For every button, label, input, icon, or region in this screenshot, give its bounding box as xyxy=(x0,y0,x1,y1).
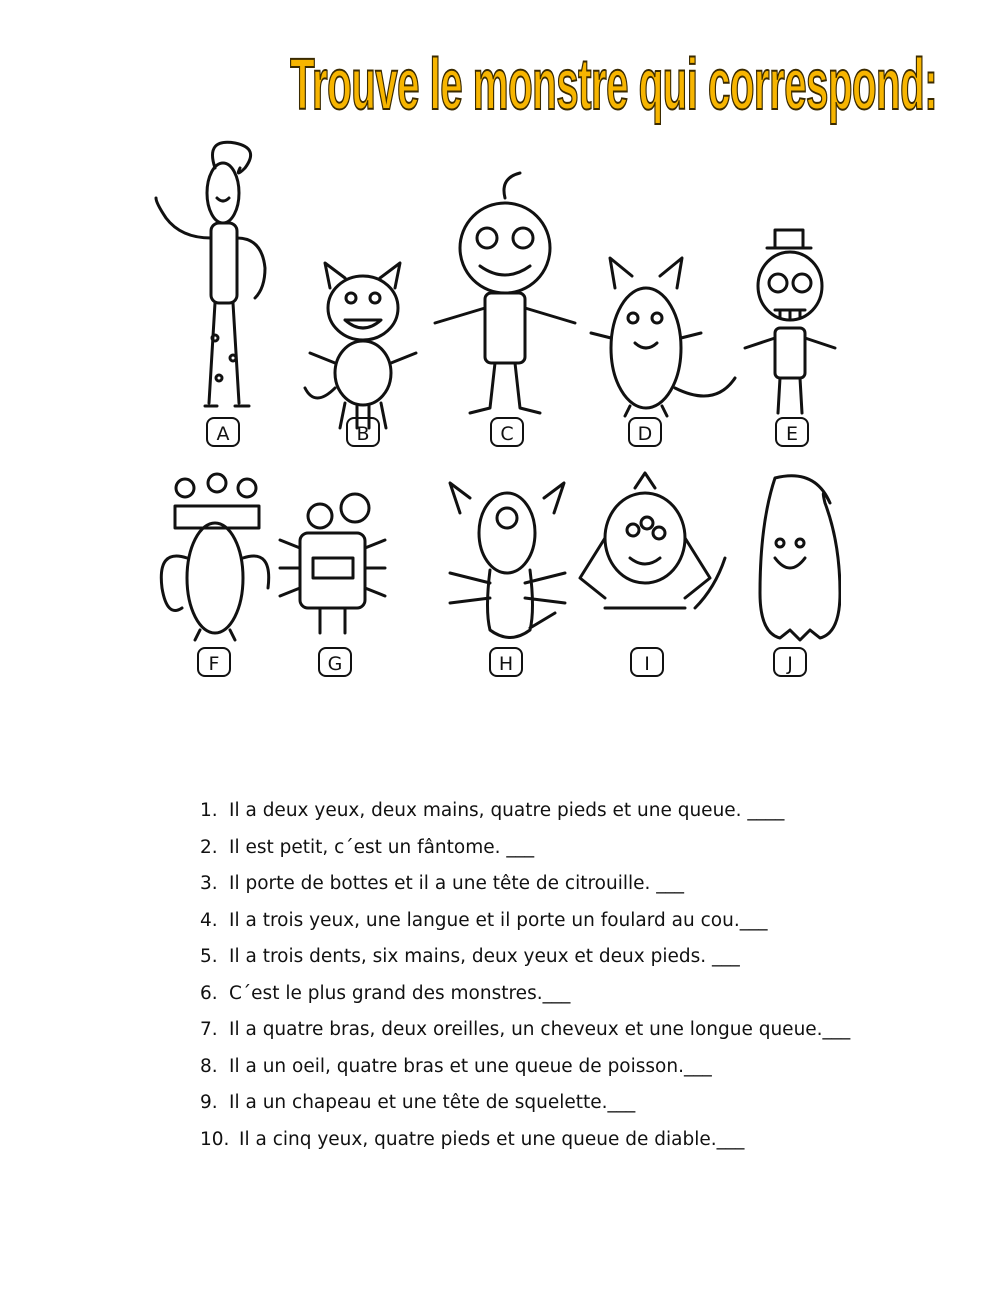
monster-h xyxy=(450,483,565,638)
label-a: A xyxy=(216,423,230,445)
monster-d xyxy=(591,258,735,416)
worksheet-title: Trouve le monstre qui correspond: xyxy=(290,45,938,125)
label-b: B xyxy=(356,423,370,445)
monster-j xyxy=(760,476,840,640)
monsters-illustration xyxy=(135,138,841,693)
monster-i xyxy=(580,473,725,608)
label-d: D xyxy=(637,423,653,445)
label-c: C xyxy=(500,423,514,445)
question-item: 4. Il a trois yeux, une langue et il porte un foulard au cou.___ xyxy=(200,909,768,931)
question-list xyxy=(200,796,850,1161)
monster-b xyxy=(305,263,416,428)
question-item: 10. Il a cinq yeux, quatre pieds et une queue de diable.___ xyxy=(200,1128,745,1150)
label-g: G xyxy=(327,653,343,675)
question-item: 9. Il a un chapeau et une tête de squelette.___ xyxy=(200,1092,636,1113)
label-h: H xyxy=(498,653,514,675)
label-j: J xyxy=(787,653,793,675)
label-i: I xyxy=(644,653,650,675)
question-item: 8. Il a un oeil, quatre bras et une queue de poisson.___ xyxy=(200,1055,712,1077)
question-item: 2. Il est petit, c´est un fântome. ___ xyxy=(200,836,535,858)
monster-g xyxy=(280,494,385,633)
monster-a xyxy=(156,142,265,406)
monster-e xyxy=(745,230,835,413)
question-item: 5. Il a trois dents, six mains, deux yeux et deux pieds. ___ xyxy=(200,946,740,967)
question-item: 3. Il porte de bottes et il a une tête de citrouille. ___ xyxy=(200,873,685,894)
monster-f xyxy=(161,474,268,640)
label-e: E xyxy=(785,423,799,445)
label-f: F xyxy=(208,653,220,675)
question-item: 1. Il a deux yeux, deux mains, quatre pieds et une queue. ____ xyxy=(200,800,785,821)
question-item: 7. Il a quatre bras, deux oreilles, un cheveux et une longue queue.___ xyxy=(200,1019,851,1040)
question-item: 6. C´est le plus grand des monstres.___ xyxy=(200,982,571,1004)
monster-c xyxy=(435,173,575,413)
